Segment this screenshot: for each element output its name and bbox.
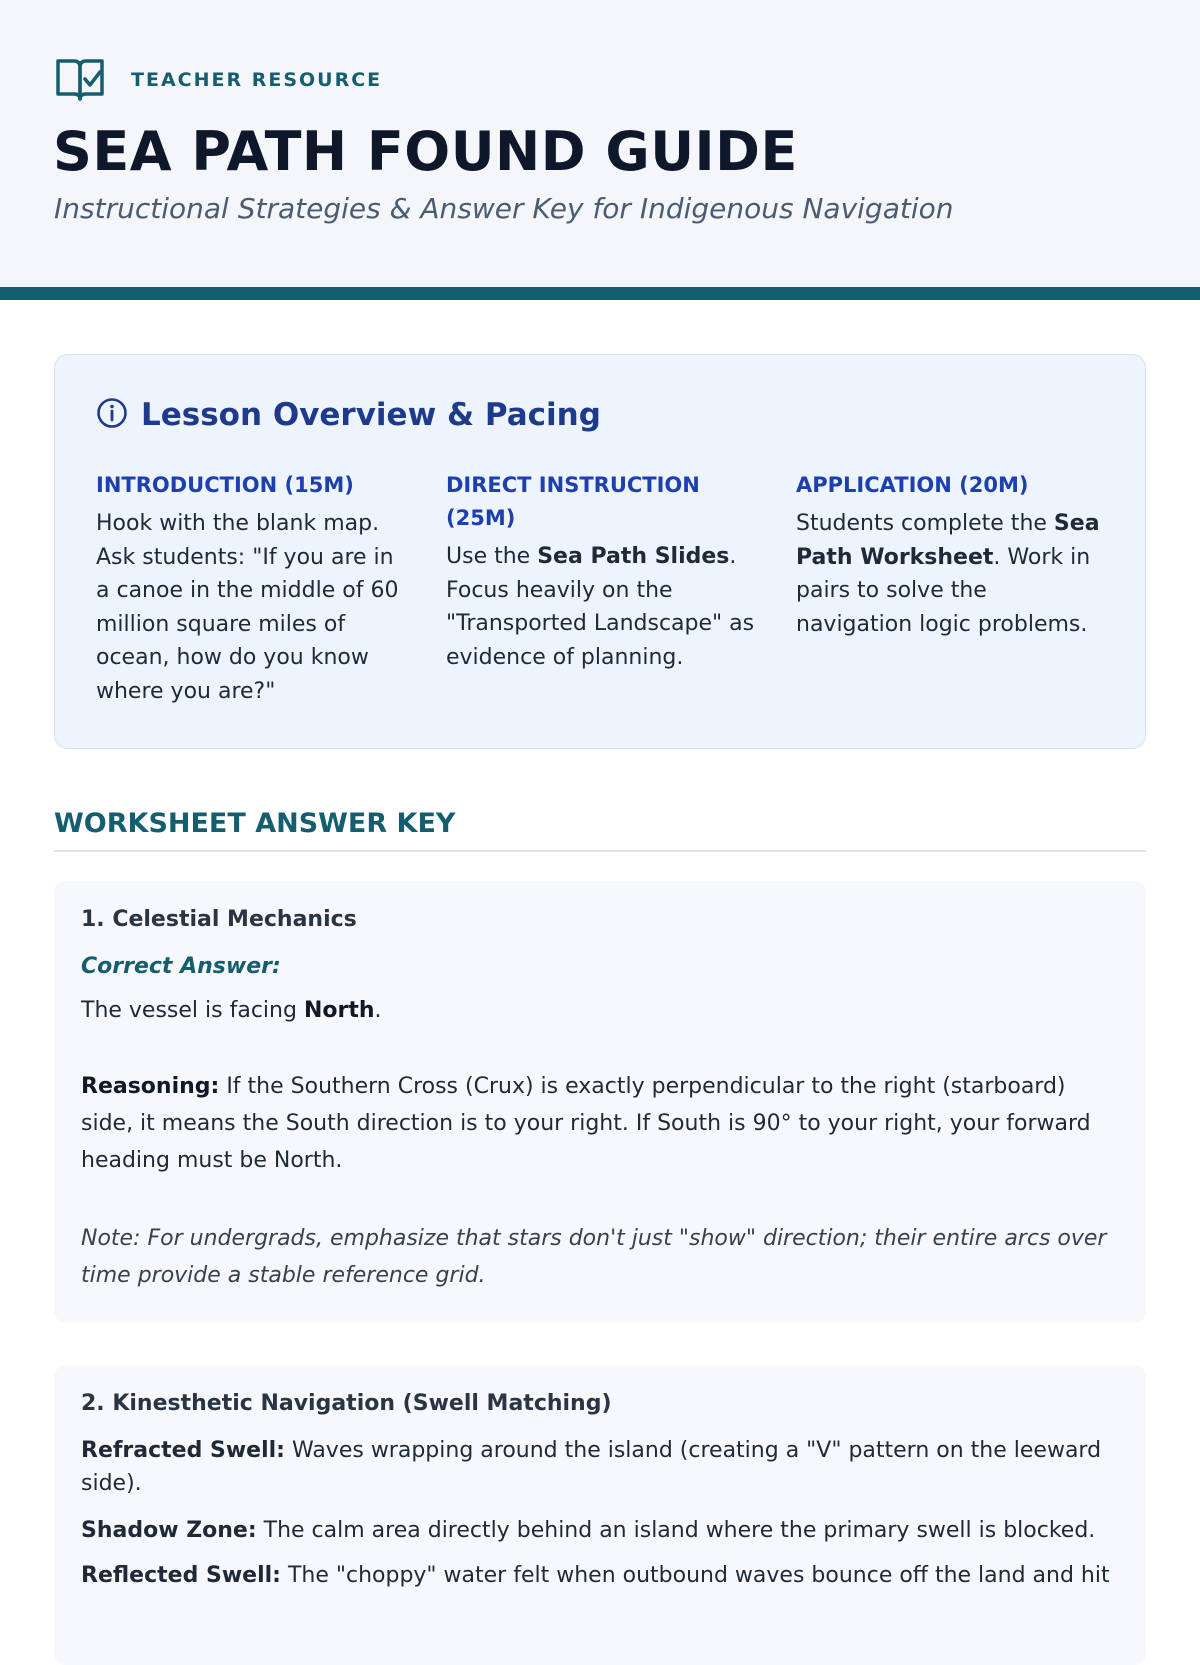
answer-key-title: WORKSHEET ANSWER KEY bbox=[54, 808, 456, 839]
column-text: Students complete the Sea Path Worksheet. Work in pairs to solve the navigation logic problems. bbox=[796, 511, 1100, 637]
question-title: 2. Kinesthetic Navigation (Swell Matching) bbox=[81, 1391, 612, 1416]
column-heading: INTRODUCTION (15M) bbox=[96, 473, 354, 497]
definition-item: Reflected Swell: The "choppy" water felt when outbound waves bounce off the land and hit bbox=[81, 1563, 1110, 1588]
lesson-overview-card bbox=[54, 354, 1146, 749]
reasoning-text: Reasoning: If the Southern Cross (Crux) is exactly perpendicular to the right (starboard) side, it means the South direction is to your right. If South is 90° to your right, your forward heading must be North. bbox=[81, 1074, 1091, 1173]
overview-heading bbox=[96, 397, 601, 433]
term: Shadow Zone: bbox=[81, 1518, 257, 1543]
pacing-column-direct-instruction bbox=[446, 469, 758, 674]
term: Reflected Swell: bbox=[81, 1563, 281, 1588]
eyebrow-label: TEACHER RESOURCE bbox=[131, 69, 383, 91]
answer-card-swell-matching bbox=[54, 1365, 1146, 1665]
page-subtitle: Instructional Strategies & Answer Key for Indigenous Navigation bbox=[54, 192, 954, 225]
overview-title: Lesson Overview & Pacing bbox=[141, 397, 601, 433]
column-text: Hook with the blank map. Ask students: "If you are in a canoe in the middle of 60 million square miles of ocean, how do you know where you are?" bbox=[96, 511, 399, 704]
brand bbox=[55, 57, 382, 103]
definition-item: Shadow Zone: The calm area directly behind an island where the primary swell is blocked. bbox=[81, 1518, 1096, 1543]
pacing-column-application bbox=[796, 469, 1108, 641]
teacher-note: Note: For undergrads, emphasize that stars don't just "show" direction; their entire arcs over time provide a stable reference grid. bbox=[81, 1226, 1107, 1288]
info-icon bbox=[96, 397, 128, 433]
worksheet-emphasis: Sea Path Worksheet bbox=[796, 511, 1100, 570]
section-divider bbox=[54, 850, 1146, 852]
definition-item: Refracted Swell: Waves wrapping around the island (creating a "V" pattern on the leeward side). bbox=[81, 1438, 1102, 1496]
term: Refracted Swell: bbox=[81, 1438, 285, 1463]
answer-card-celestial-mechanics bbox=[54, 881, 1146, 1323]
column-text: Use the Sea Path Slides. Focus heavily on the "Transported Landscape" as evidence of planning. bbox=[446, 544, 755, 670]
pacing-column-introduction bbox=[96, 469, 408, 708]
column-heading: APPLICATION (20M) bbox=[796, 473, 1029, 497]
correct-answer-text: The vessel is facing North. bbox=[81, 998, 382, 1023]
book-check-icon bbox=[55, 57, 105, 103]
page-title: SEA PATH FOUND GUIDE bbox=[53, 120, 798, 183]
reasoning-label: Reasoning: bbox=[81, 1074, 220, 1099]
question-title: 1. Celestial Mechanics bbox=[81, 907, 357, 932]
correct-answer-label: Correct Answer: bbox=[81, 954, 281, 979]
page-header bbox=[0, 0, 1200, 300]
slides-emphasis: Sea Path Slides bbox=[537, 544, 730, 569]
column-heading: DIRECT INSTRUCTION (25M) bbox=[446, 473, 700, 530]
